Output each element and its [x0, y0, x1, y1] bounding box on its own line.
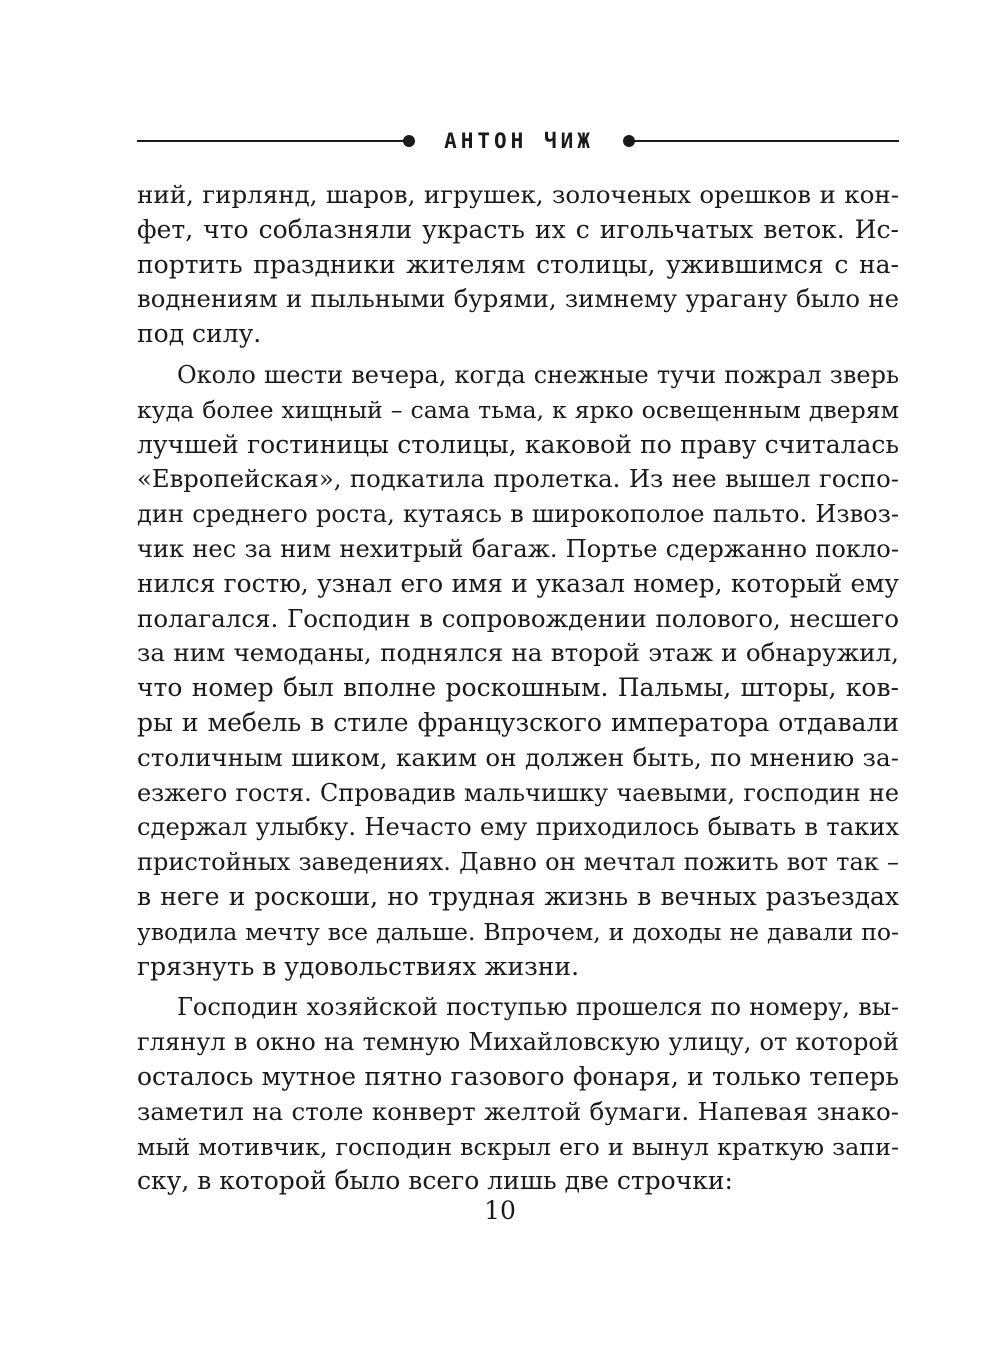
text-line: «Европейская», подкатила пролетка. Из нее вышел госпо- — [137, 464, 899, 494]
text-line: лучшей гостиницы столицы, каковой по праву считалась — [137, 429, 899, 459]
text-line: под силу. — [137, 319, 262, 349]
paragraph — [137, 990, 899, 1199]
text-line: нился гостю, узнал его имя и указал номер, который ему — [137, 568, 899, 598]
text-line: Господин хозяйской поступью прошелся по номеру, вы- — [177, 993, 899, 1022]
text-line: мый мотивчик, господин вскрыл его и вынул краткую запи- — [137, 1132, 899, 1161]
text-line: Около шести вечера, когда снежные тучи пожрал зверь — [177, 360, 899, 389]
text-line: чик нес за ним нехитрый багаж. Портье сдержанно покло- — [137, 534, 899, 563]
text-line: пристойных заведениях. Давно он мечтал пожить вот так – — [137, 848, 899, 877]
text-line: сдержал улыбку. Нечасто ему приходилось бывать в таких — [137, 813, 899, 842]
header-rule-right — [627, 140, 899, 142]
text-line: куда более хищный – сама тьма, к ярко освещенным дверям — [137, 395, 899, 424]
text-line: в неге и роскоши, но трудная жизнь в вечных разъездах — [137, 881, 899, 911]
body-text — [137, 178, 899, 1199]
author-name: АНТОН ЧИЖ — [444, 129, 594, 153]
bullet-left-icon — [403, 135, 415, 147]
text-line: фет, что соблазняли украсть их с игольчатых веток. Ис- — [137, 214, 899, 244]
text-line: езжего гостя. Спровадив мальчишку чаевыми, господин не — [137, 778, 899, 807]
text-line: заметил на столе конверт желтой бумаги. Напевая знако- — [137, 1096, 899, 1126]
running-header — [137, 126, 899, 156]
header-rule-left — [137, 140, 405, 142]
paragraph — [137, 178, 899, 352]
text-line: дин среднего роста, кутаясь в широкополое пальто. Извоз- — [137, 500, 899, 529]
text-line: полагался. Господин в сопровождении полового, несшего — [137, 603, 899, 633]
text-line: за ним чемоданы, поднялся на второй этаж и обнаружил, — [137, 638, 899, 668]
text-line: портить праздники жителям столицы, ужившимся с на- — [137, 249, 899, 279]
page-number: 10 — [484, 1196, 516, 1225]
text-line: что номер был вполне роскошным. Пальмы, шторы, ков- — [137, 673, 899, 703]
text-line: уводила мечту все дальше. Впрочем, и доходы не давали по- — [137, 917, 899, 946]
text-line: воднениям и пыльными бурями, зимнему урагану было не — [137, 284, 899, 314]
text-line: глянул в окно на темную Михайловскую улицу, от которой — [137, 1028, 899, 1057]
text-line: столичным шиком, каким он должен быть, по мнению за- — [137, 742, 899, 772]
text-line: грязнуть в удовольствиях жизни. — [137, 951, 580, 981]
text-line: ры и мебель в стиле французского императора отдавали — [137, 707, 899, 737]
text-line: осталось мутное пятно газового фонаря, и только теперь — [137, 1061, 899, 1091]
paragraph — [137, 358, 899, 984]
text-line: ску, в которой было всего лишь две строчки: — [137, 1166, 733, 1196]
text-line: ний, гирлянд, шаров, игрушек, золоченых орешков и кон- — [137, 180, 899, 209]
